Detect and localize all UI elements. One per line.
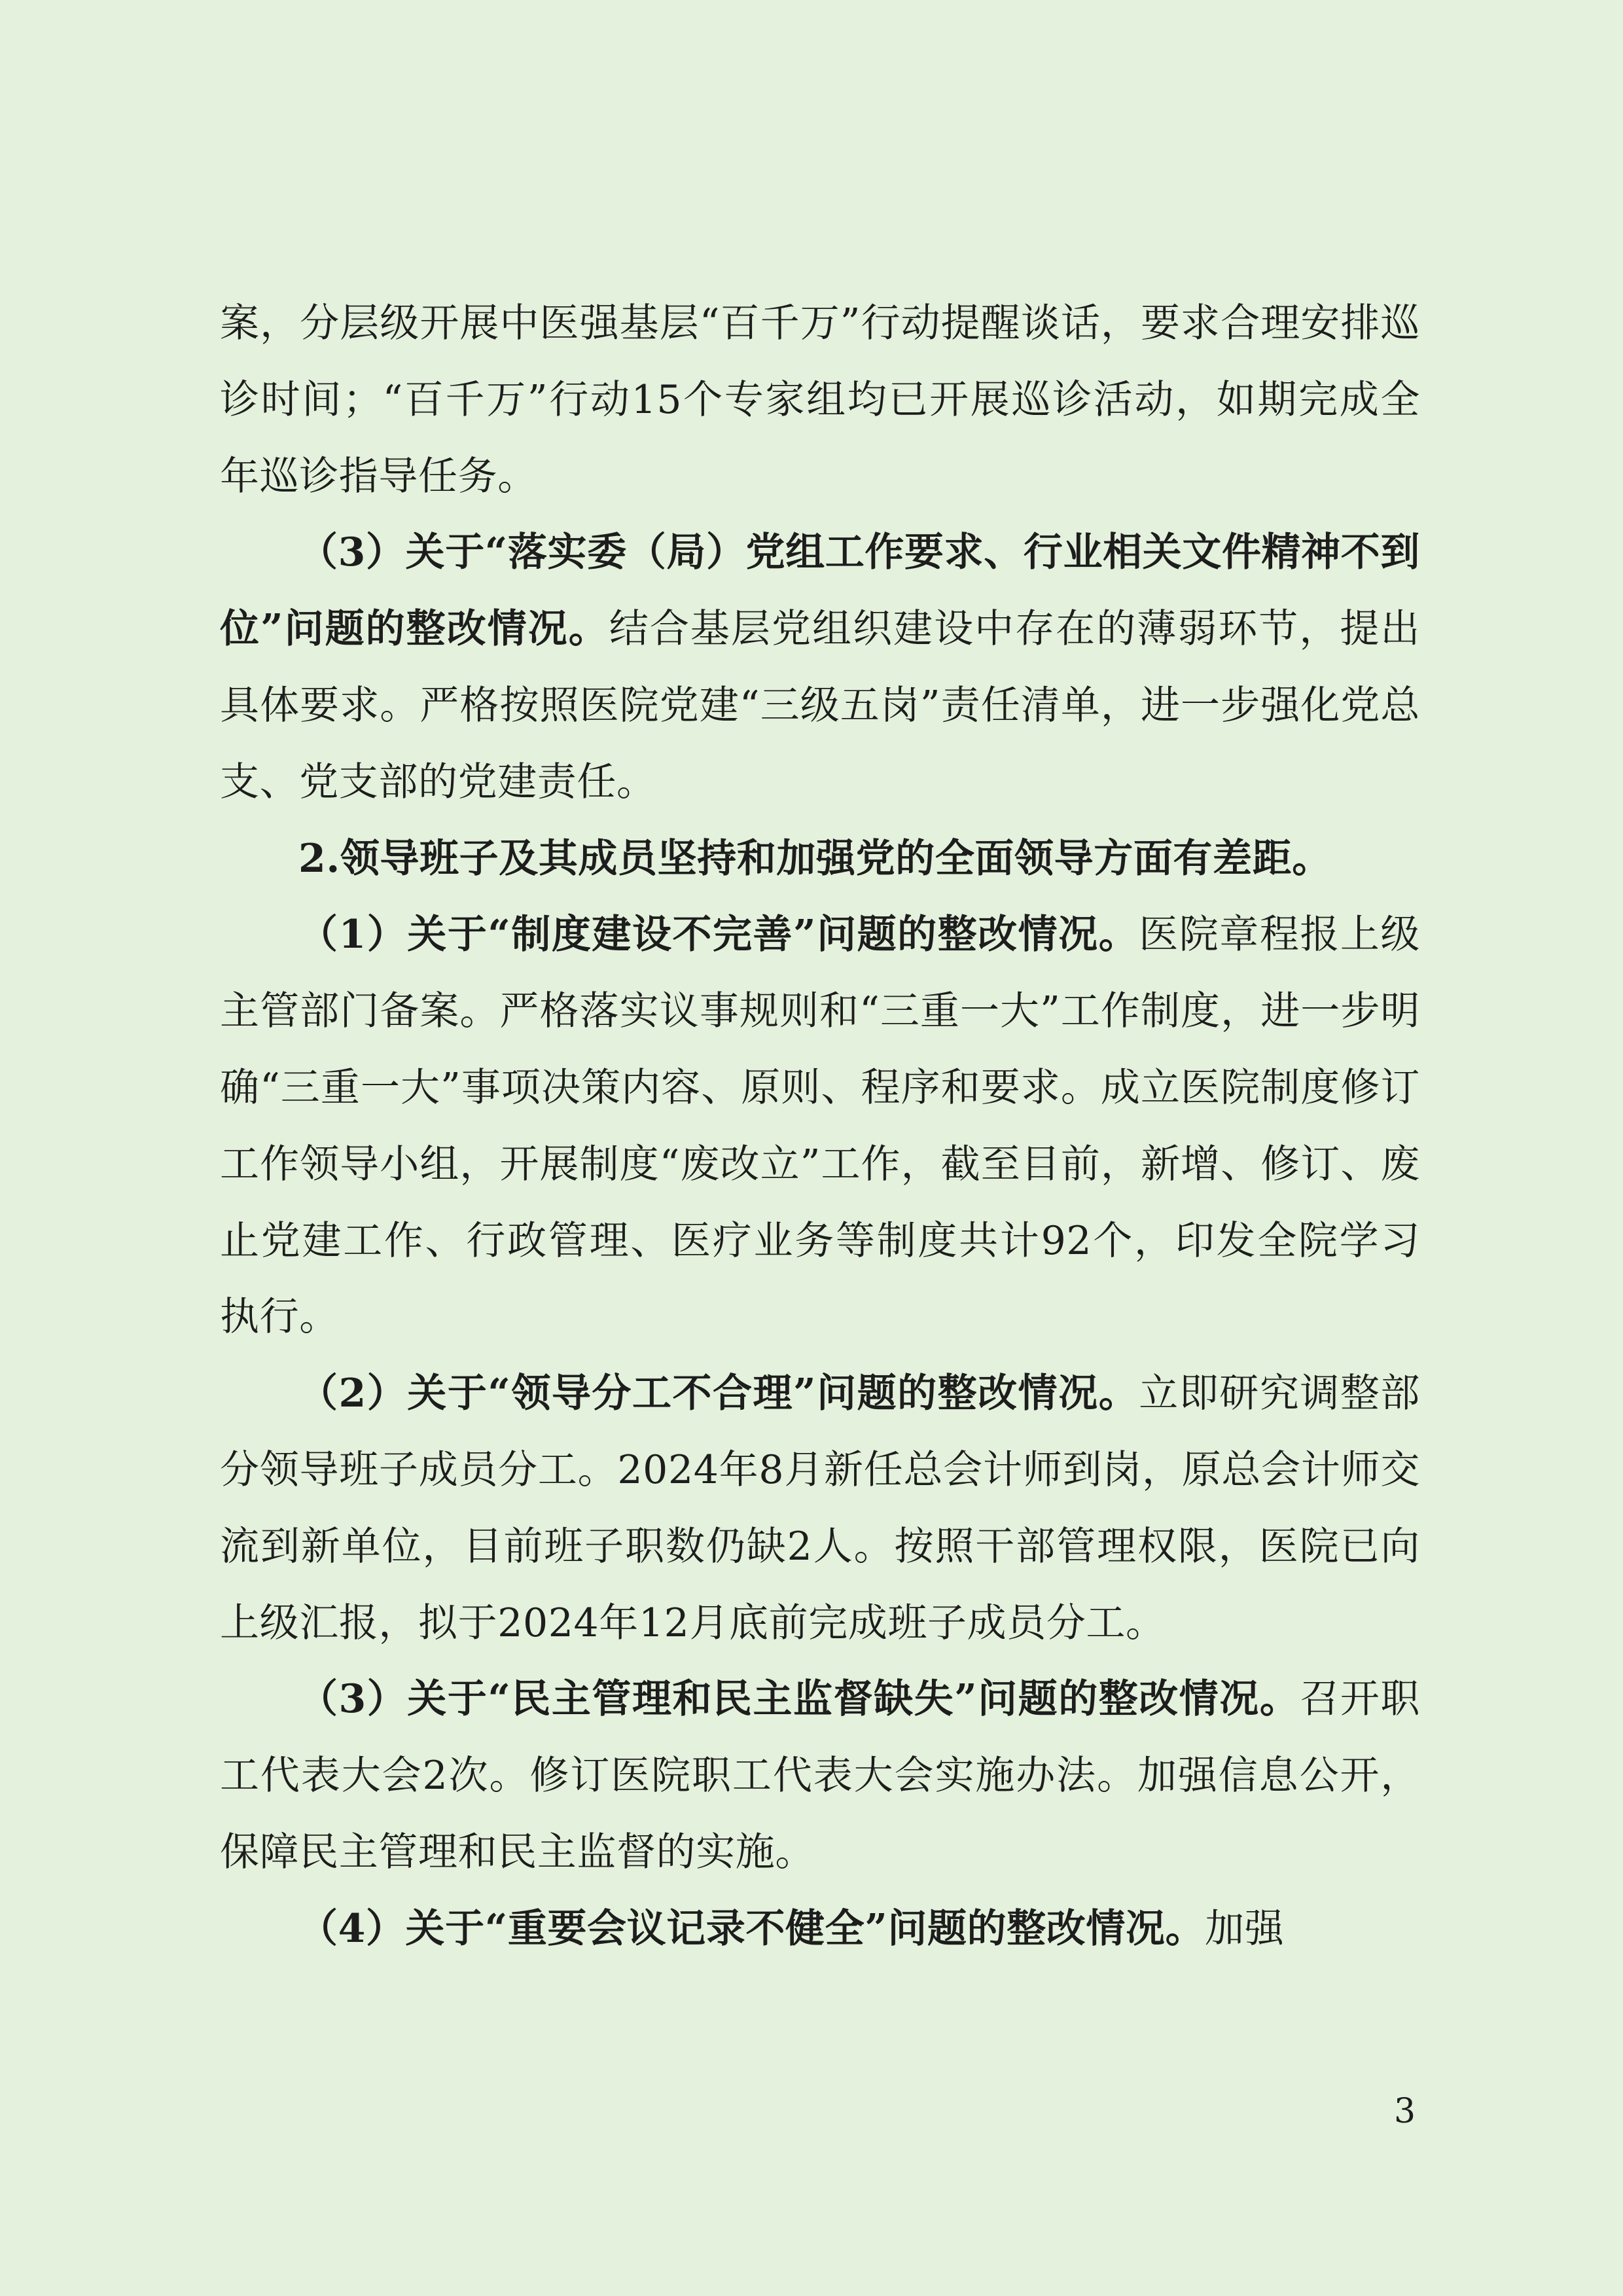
paragraph-heading: （3）关于“落实委（局）党组工作要求、行业相关文件精神不到位”问题的整改情况。 [220, 529, 1420, 653]
paragraph-item-4-meeting-records [220, 1891, 1420, 1967]
paragraph-text: 加强 [1205, 1905, 1285, 1952]
paragraph-item-3-democratic-management [220, 1661, 1420, 1890]
paragraph-text: 案，分层级开展中医强基层“百千万”行动提醒谈话，要求合理安排巡诊时间；“百千万”行动15个专家组均已开展巡诊活动，如期完成全年巡诊指导任务。 [220, 300, 1420, 499]
paragraph-heading: （4）关于“重要会议记录不健全”问题的整改情况。 [298, 1905, 1205, 1952]
paragraph-text: 医院章程报上级主管部门备案。严格落实议事规则和“三重一大”工作制度，进一步明确“三重一大”事项决策内容、原则、程序和要求。成立医院制度修订工作领导小组，开展制度“废改立”工作，截至目前，新增、修订、废止党建工作、行政管理、医疗业务等制度共计92个，印发全院学习执行。 [220, 912, 1420, 1340]
paragraph-text: 召开职工代表大会2次。修订医院职工代表大会实施办法。加强信息公开，保障民主管理和民主监督的实施。 [220, 1676, 1420, 1875]
document-body [220, 285, 1420, 1967]
section-heading-2 [220, 821, 1420, 897]
paragraph-item-3-party-requirements [220, 514, 1420, 820]
paragraph-heading: （1）关于“制度建设不完善”问题的整改情况。 [298, 912, 1139, 958]
paragraph-heading: （3）关于“民主管理和民主监督缺失”问题的整改情况。 [298, 1676, 1300, 1723]
paragraph-text: 立即研究调整部分领导班子成员分工。2024年8月新任总会计师到岗，原总会计师交流到新单位，目前班子职数仍缺2人。按照干部管理权限，医院已向上级汇报，拟于2024年12月底前完成班子成员分工。 [220, 1371, 1420, 1646]
paragraph-continuation [220, 285, 1420, 514]
section-heading-text: 2.领导班子及其成员坚持和加强党的全面领导方面有差距。 [298, 835, 1332, 882]
paragraph-heading: （2）关于“领导分工不合理”问题的整改情况。 [298, 1371, 1139, 1417]
page-number: 3 [1394, 2092, 1416, 2131]
paragraph-text: 结合基层党组织建设中存在的薄弱环节，提出具体要求。严格按照医院党建“三级五岗”责任清单，进一步强化党总支、党支部的党建责任。 [220, 606, 1421, 805]
paragraph-item-1-system-building [220, 897, 1420, 1355]
paragraph-item-2-leadership-division [220, 1355, 1420, 1661]
